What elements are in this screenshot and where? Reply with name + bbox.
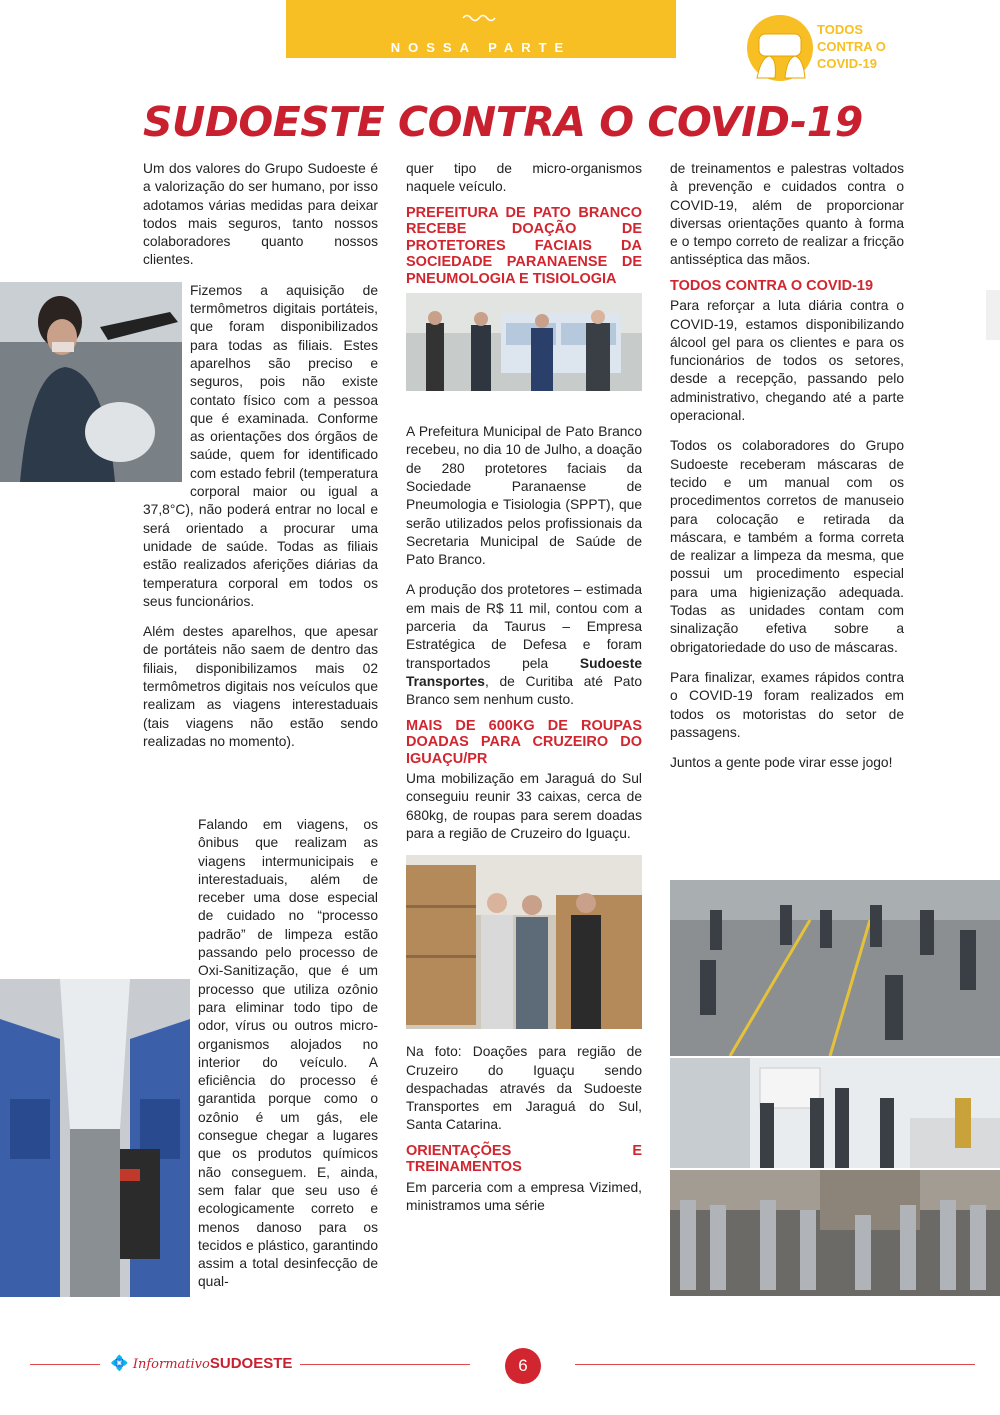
- headline-todos-contra: TODOS CONTRA O COVID-19: [670, 277, 874, 294]
- bus-interior-photo: [0, 979, 190, 1297]
- warehouse-team-photo: [670, 1170, 1000, 1296]
- badge-line-1: TODOS: [817, 22, 863, 37]
- column-1: [143, 160, 378, 763]
- badge-line-2: CONTRA O: [817, 39, 886, 54]
- page-title: SUDOESTE CONTRA O COVID-19: [143, 98, 863, 146]
- page-number: 6: [505, 1348, 541, 1384]
- col2-p2c: , de Curitiba até Pato Branco sem nenhum custo.: [406, 673, 642, 708]
- col2-paragraph-3: Uma mobilização em Jaraguá do Sul conseguiu reunir 33 caixas, cerca de 680kg, de roupas para serem doadas para a região de Cruzeiro do Iguaçu.: [406, 771, 642, 841]
- photo-caption: Na foto: Doações para região de Cruzeiro do Iguaçu sendo despachadas através da Sudoeste Transportes em Jaraguá do Sul, Santa Catarina.: [406, 1044, 642, 1133]
- col3-paragraph-1: Para reforçar a luta diária contra o COVID-19, estamos disponibilizando álcool gel para os clientes e para os funcionários de todos os setores, desde a recepção, passando pelo administrativo, chegando até a parte operacional.: [670, 298, 904, 424]
- wave-ornament-icon: [286, 12, 676, 24]
- col2-p2a: A produção dos protetores – estimada em mais de R$ 11 mil, contou com a parceria da Taurus – Empresa Estratégica de Defesa e foram transportados pela: [406, 582, 642, 671]
- column-1-continued: [143, 816, 378, 1297]
- clothing-donation-photo: [406, 855, 642, 1029]
- col2-paragraph-0: quer tipo de micro-organismos naquele veículo.: [406, 161, 642, 195]
- headline-orientacoes: ORIENTAÇÕES E TREINAMENTOS: [406, 1142, 642, 1176]
- col2-paragraph-1: A Prefeitura Municipal de Pato Branco recebeu, no dia 10 de Julho, a doação de 280 protetores faciais da Sociedade Paranaense de Pneumologia e Tisiologia (SPPT), que serão utilizados pelos profissionais da Secretaria Municipal de Saúde de Pato Branco.: [406, 424, 642, 568]
- headline-roupas: MAIS DE 600KG DE ROUPAS DOADAS PARA CRUZEIRO DO IGUAÇU/PR: [406, 717, 642, 767]
- col3-paragraph-4: Juntos a gente pode virar esse jogo!: [670, 755, 893, 771]
- footer-rule-middle: [300, 1364, 470, 1365]
- headline-pato-branco: PREFEITURA DE PATO BRANCO RECEBE DOAÇÃO DE PROTETORES FACIAIS DA SOCIEDADE PARANAENSE DE PNEUMOLOGIA E TISIOLOGIA: [406, 204, 642, 287]
- column-3: [670, 160, 904, 784]
- column-2: [406, 160, 642, 1227]
- thermometer-photo: [0, 282, 182, 482]
- col1-paragraph-3: Além destes aparelhos, que apesar de portáteis não saem de dentro das filiais, disponibilizamos mais 02 termômetros digitais nos veículos que realizam as viagens interestaduais (tais viagens não estão sendo realizadas no momento).: [143, 624, 378, 749]
- training-yard-photo: [670, 880, 1000, 1056]
- col1-paragraph-2: Fizemos a aquisição de termômetros digitais portáteis, que foram disponibilizados para todas as filiais. Estes aparelhos são preciso e seguros, pois não existe contato físico com a pessoa que é examinada. Conforme as orientações dos órgãos de saúde, quem for identificado com estado febril (temperatura corporal maior ou igual a 37,8°C), não poderá entrar no local e será orientado a procurar uma unidade de saúde. Todas as filiais estão realizados aferições diárias da temperatura corporal em todos os seus funcionários.: [143, 282, 378, 609]
- col1-p4-text: Falando em viagens, os ônibus que realizam as viagens intermunicipais e interestaduais, além de receber uma dose especial de cuidado no “processo padrão” de limpeza estão passando pelo processo de Oxi-Sanitização, que é um processo que utiliza ozônio para eliminar todo tipo de odor, vírus ou outros micro-organismos alojados no interior do veículo. A eficiência do processo é garantida porque como o ozônio é um gás, ele consegue chegar a lugares que os produtos químicos não conseguem. E, ainda, sem falar que seu uso é ecologicamente correto e menos danoso para os tecidos e plástico, garantindo assim a total desinfecção de qual-: [198, 817, 378, 1290]
- footer-rule-left: [30, 1364, 100, 1365]
- page-edge-tab: [986, 290, 1000, 340]
- footer-rule-right: [575, 1364, 975, 1365]
- footer-logo-bold: SUDOESTE: [209, 1355, 293, 1372]
- office-team-photo: [670, 1058, 1000, 1168]
- col2-paragraph-4: Em parceria com a empresa Vizimed, ministramos uma série: [406, 1179, 642, 1214]
- pato-branco-donation-photo: [406, 293, 642, 391]
- section-kicker: NOSSA PARTE: [390, 40, 572, 55]
- todos-contra-covid-badge: [745, 12, 895, 82]
- col1-paragraph-1: Um dos valores do Grupo Sudoeste é a valorização do ser humano, por isso adotamos várias medidas para deixar todos mais seguros, tanto nossos colaboradores quanto nossos clientes.: [143, 161, 378, 268]
- footer-logo-italic: Informativo: [132, 1357, 210, 1372]
- header-banner: [286, 0, 676, 58]
- footer-logo: [110, 1354, 292, 1372]
- col3-paragraph-0: de treinamentos e palestras voltados à prevenção e cuidados contra o COVID-19, além de proporcionar diversas orientações quanto à forma e o tempo correto de realizar a fricção antisséptica das mãos.: [670, 161, 904, 268]
- badge-line-3: COVID-19: [817, 56, 877, 71]
- col2-paragraph-2: [406, 581, 642, 709]
- company-name: Sudoeste Transportes: [406, 655, 642, 689]
- footer-logo-icon: 💠: [110, 1355, 129, 1372]
- col3-paragraph-2: Todos os colaboradores do Grupo Sudoeste receberam máscaras de tecido e um manual com os procedimentos corretos de manuseio para colocação e retirada da máscara, e também a forma correta de realizar a limpeza da mesma, que possui um procedimento especial para uma higienização adequada. Todas as unidades contam com sinalização efetiva sobre a obrigatoriedade do uso de máscaras.: [670, 438, 904, 655]
- col3-paragraph-3: Para finalizar, exames rápidos contra o COVID-19 foram realizados em todos os motoristas do setor de passagens.: [670, 669, 904, 740]
